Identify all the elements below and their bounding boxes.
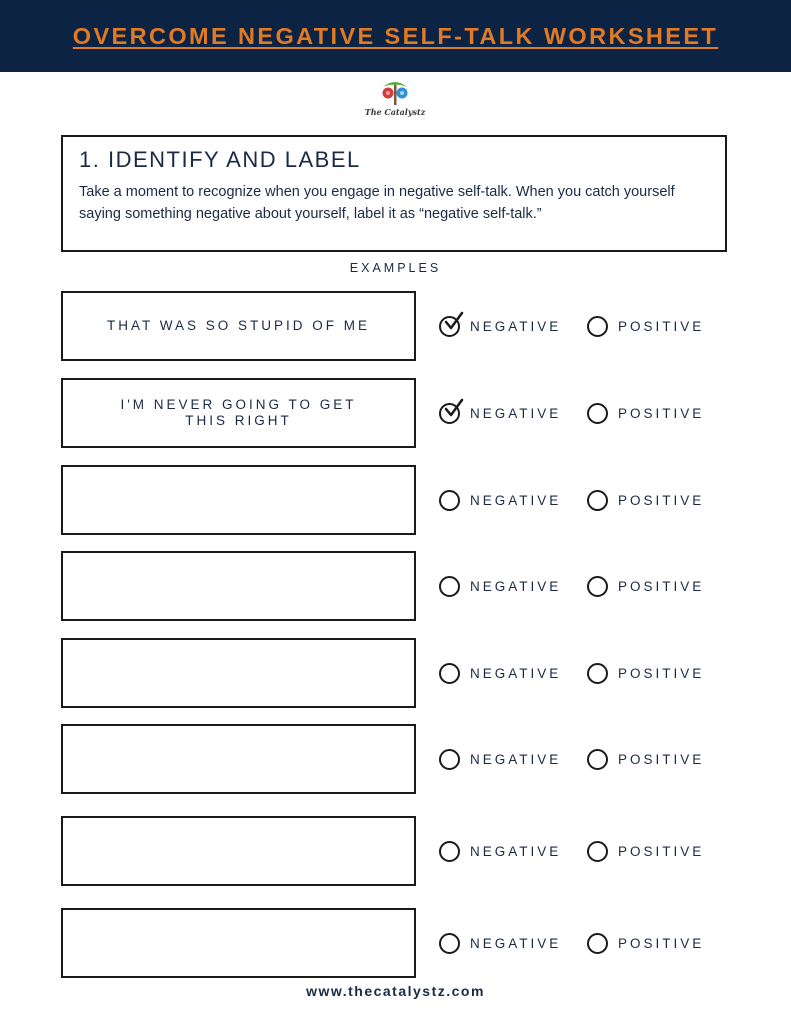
positive-option[interactable] [587,401,704,425]
statement-field[interactable] [61,724,416,794]
negative-option[interactable] [439,839,561,863]
negative-option[interactable] [439,931,561,955]
negative-radio[interactable] [439,576,460,597]
section-title: 1. IDENTIFY AND LABEL [79,147,361,172]
worksheet-row [61,465,731,535]
positive-option[interactable] [587,574,704,598]
negative-option[interactable] [439,747,561,771]
negative-label: NEGATIVE [470,751,562,767]
section-intro-box [61,135,727,252]
positive-radio[interactable] [587,490,608,511]
statement-field[interactable] [61,638,416,708]
positive-radio[interactable] [587,576,608,597]
check-mark-icon [443,311,465,333]
negative-option[interactable] [439,661,561,685]
positive-option[interactable] [587,661,704,685]
negative-label: NEGATIVE [470,935,562,951]
negative-option[interactable] [439,314,561,338]
negative-label: NEGATIVE [470,405,562,421]
positive-option[interactable] [587,314,704,338]
negative-label: NEGATIVE [470,843,562,859]
worksheet-row [61,908,731,978]
positive-option[interactable] [587,839,704,863]
worksheet-row [61,638,731,708]
positive-radio[interactable] [587,841,608,862]
negative-option[interactable] [439,488,561,512]
worksheet-row [61,551,731,621]
negative-radio[interactable] [439,316,460,337]
negative-option[interactable] [439,574,561,598]
negative-label: NEGATIVE [470,318,562,334]
examples-label: EXAMPLES [349,261,442,275]
worksheet-row [61,816,731,886]
section-description: Take a moment to recognize when you engage in negative self-talk. When you catch yourself saying something negative about yourself, label it as “negative self-talk.” [79,184,675,222]
positive-radio[interactable] [587,663,608,684]
positive-label: POSITIVE [618,751,705,767]
negative-label: NEGATIVE [470,665,562,681]
statement-field[interactable] [61,465,416,535]
negative-radio[interactable] [439,490,460,511]
catalystz-logo [355,78,435,124]
positive-label: POSITIVE [618,405,705,421]
positive-label: POSITIVE [618,935,705,951]
negative-radio[interactable] [439,403,460,424]
positive-option[interactable] [587,747,704,771]
negative-radio[interactable] [439,933,460,954]
statement-field[interactable]: I'M NEVER GOING TO GET THIS RIGHT [61,378,416,448]
worksheet-row [61,724,731,794]
negative-radio[interactable] [439,841,460,862]
positive-label: POSITIVE [618,318,705,334]
positive-radio[interactable] [587,403,608,424]
positive-option[interactable] [587,931,704,955]
positive-radio[interactable] [587,316,608,337]
positive-label: POSITIVE [618,492,705,508]
footer-url[interactable]: www.thecatalystz.com [306,983,485,999]
worksheet-title: OVERCOME NEGATIVE SELF-TALK WORKSHEET [72,22,719,49]
negative-label: NEGATIVE [470,578,562,594]
statement-field[interactable] [61,816,416,886]
logo-text: The Catalystz [364,107,426,117]
statement-field[interactable] [61,908,416,978]
negative-radio[interactable] [439,663,460,684]
positive-radio[interactable] [587,933,608,954]
positive-label: POSITIVE [618,578,705,594]
tree-logo-icon [378,78,412,106]
positive-option[interactable] [587,488,704,512]
negative-label: NEGATIVE [470,492,562,508]
header-bar [0,0,791,72]
negative-radio[interactable] [439,749,460,770]
check-mark-icon [443,398,465,420]
negative-option[interactable] [439,401,561,425]
positive-label: POSITIVE [618,843,705,859]
positive-radio[interactable] [587,749,608,770]
statement-field[interactable] [61,551,416,621]
statement-field[interactable]: THAT WAS SO STUPID OF ME [61,291,416,361]
positive-label: POSITIVE [618,665,705,681]
worksheet-row [61,378,731,448]
worksheet-row [61,291,731,361]
